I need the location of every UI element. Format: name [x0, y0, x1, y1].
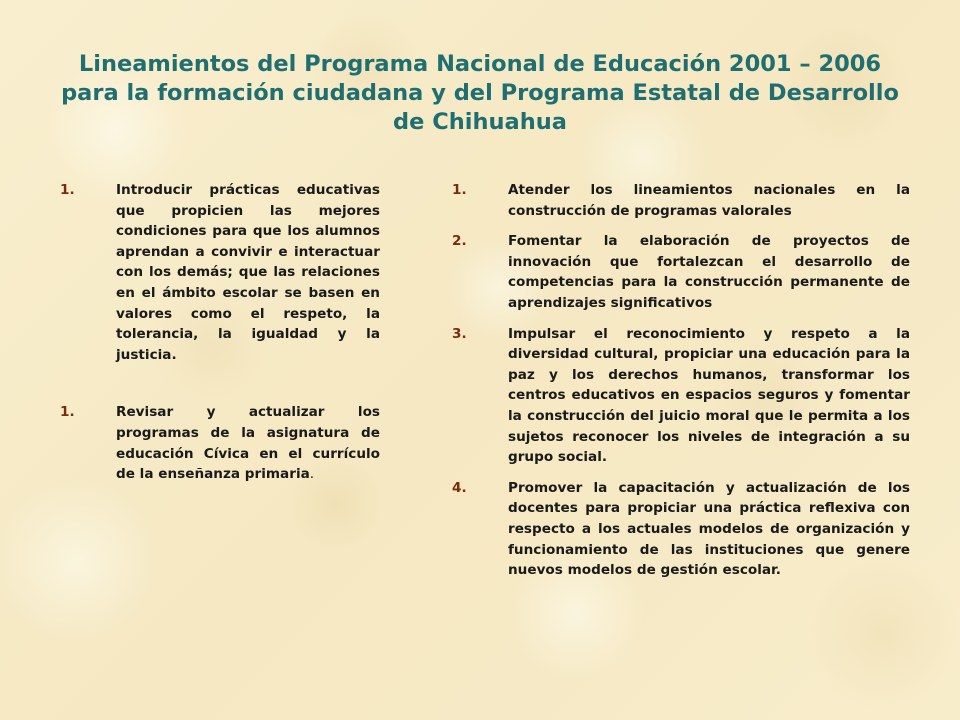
item-text: Revisar y actualizar los programas de la asignatura de educación Cívica en el currículo de la enseñanza primaria	[116, 404, 380, 483]
list-item	[452, 478, 910, 581]
item-text: Promover la capacitación y actualización de los docentes para propiciar una práctica reflexiva con respecto a los actuales modelos de organización y funcionamiento de las instituciones que genere nuevos modelos de gestión escolar.	[508, 479, 910, 579]
title-line-2: para la formación ciudadana y del Programa Estatal de Desarrollo	[61, 80, 899, 106]
item-text: Impulsar el reconocimiento y respeto a la diversidad cultural, propiciar una educación para la paz y los derechos humanos, transformar los centros educativos en espacios seguros y fomentar la construcción del juicio moral que le permita a los sujetos reconocer los niveles de integración a su grupo social.	[508, 325, 910, 466]
title-line-1: Lineamientos del Programa Nacional de Educación 2001 – 2006	[78, 51, 882, 77]
item-text-suffix: .	[309, 466, 315, 483]
item-text: Fomentar la elaboración de proyectos de innovación que fortalezcan el desarrollo de competencias para la construcción permanente de aprendizajes significativos	[508, 233, 910, 311]
list-item	[60, 402, 380, 484]
state-guidelines-list	[452, 180, 910, 591]
item-text: Atender los lineamientos nacionales en la construcción de programas valorales	[508, 182, 910, 219]
item-number: 3.	[452, 325, 467, 342]
list-item	[452, 231, 910, 313]
list-item	[452, 180, 910, 221]
item-number: 1.	[60, 182, 75, 198]
title-line-3: de Chihuahua	[393, 109, 567, 135]
item-text: Introducir prácticas educativas que propicien las mejores condiciones para que los alumnos aprendan a convivir e interactuar con los demás; que las relaciones en el ámbito escolar se basen en valores como el respeto, la tolerancia, la igualdad y la justicia.	[116, 182, 380, 363]
item-number: 1.	[60, 404, 75, 421]
list-item	[452, 324, 910, 468]
item-number: 4.	[452, 479, 467, 496]
list-item	[60, 180, 380, 365]
slide-title	[60, 50, 900, 137]
national-guidelines-list	[60, 180, 380, 522]
item-number: 1.	[452, 182, 467, 198]
item-number: 2.	[452, 233, 467, 250]
